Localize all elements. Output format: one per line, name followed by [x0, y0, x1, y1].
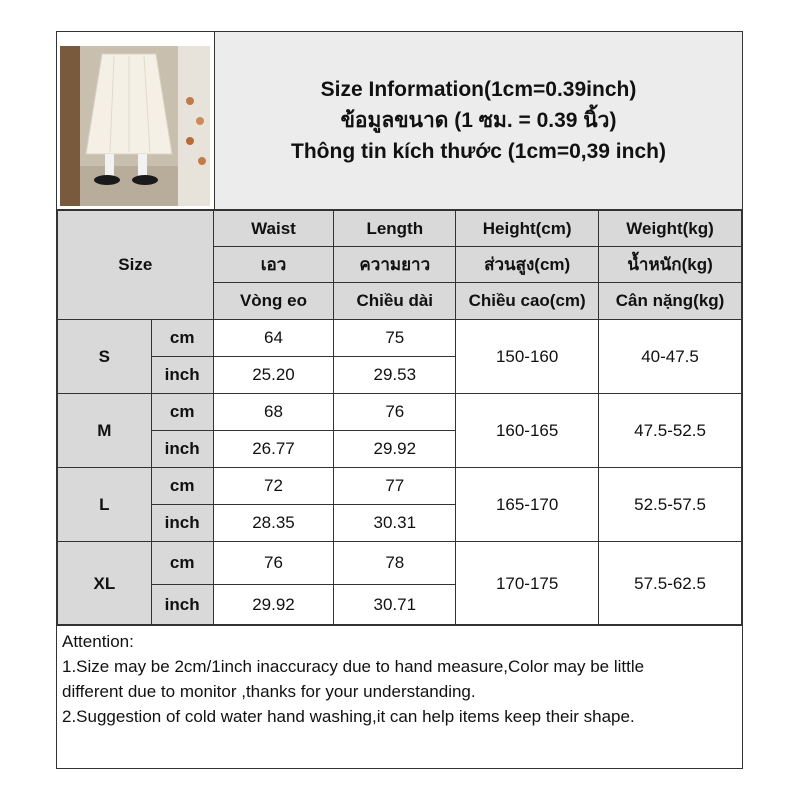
column-header-waist-vietnamese: Vòng eo	[213, 283, 334, 320]
unit-label-cm: cm	[151, 542, 213, 585]
title-vietnamese: Thông tin kích thước (1cm=0,39 inch)	[291, 140, 666, 163]
waist-cm-l: 72	[213, 468, 334, 505]
attention-notes	[57, 624, 742, 768]
table-row	[58, 542, 742, 585]
attention-note-line-3: 2.Suggestion of cold water hand washing,it can help items keep their shape.	[62, 707, 635, 726]
size-label-xl: XL	[58, 542, 152, 626]
length-inch-m: 29.92	[334, 431, 456, 468]
size-header: Size	[58, 211, 214, 320]
attention-heading: Attention:	[62, 632, 134, 651]
chart-header	[57, 32, 742, 210]
weight-m: 47.5-52.5	[599, 394, 742, 468]
weight-l: 52.5-57.5	[599, 468, 742, 542]
header-row-english	[58, 211, 742, 247]
waist-cm-m: 68	[213, 394, 334, 431]
length-cm-l: 77	[334, 468, 456, 505]
waist-cm-s: 64	[213, 320, 334, 357]
waist-inch-xl: 29.92	[213, 585, 334, 626]
length-inch-l: 30.31	[334, 505, 456, 542]
unit-label-inch: inch	[151, 431, 213, 468]
unit-label-cm: cm	[151, 394, 213, 431]
size-chart-sheet	[56, 31, 743, 769]
title-english: Size Information(1cm=0.39inch)	[320, 78, 637, 101]
size-table	[57, 210, 742, 626]
column-header-weight: Weight(kg)	[599, 211, 742, 247]
length-inch-s: 29.53	[334, 357, 456, 394]
column-header-length-thai: ความยาว	[334, 247, 456, 283]
title-thai: ข้อมูลขนาด (1 ซม. = 0.39 นิ้ว)	[340, 109, 617, 132]
weight-s: 40-47.5	[599, 320, 742, 394]
length-cm-xl: 78	[334, 542, 456, 585]
height-s: 150-160	[456, 320, 599, 394]
waist-inch-l: 28.35	[213, 505, 334, 542]
title-box	[215, 32, 742, 209]
table-row	[58, 320, 742, 357]
column-header-weight-vietnamese: Cân nặng(kg)	[599, 283, 742, 320]
column-header-length-vietnamese: Chiều dài	[334, 283, 456, 320]
length-cm-s: 75	[334, 320, 456, 357]
attention-note-line-2: different due to monitor ,thanks for your understanding.	[62, 682, 476, 701]
table-row	[58, 468, 742, 505]
waist-cm-xl: 76	[213, 542, 334, 585]
height-m: 160-165	[456, 394, 599, 468]
length-cm-m: 76	[334, 394, 456, 431]
attention-note-line-1: 1.Size may be 2cm/1inch inaccuracy due to hand measure,Color may be little	[62, 657, 645, 676]
height-xl: 170-175	[456, 542, 599, 626]
column-header-waist-thai: เอว	[213, 247, 334, 283]
size-label-l: L	[58, 468, 152, 542]
column-header-height-vietnamese: Chiều cao(cm)	[456, 283, 599, 320]
unit-label-inch: inch	[151, 505, 213, 542]
unit-label-inch: inch	[151, 357, 213, 394]
table-row	[58, 394, 742, 431]
product-photo-image	[60, 46, 210, 206]
size-label-s: S	[58, 320, 152, 394]
waist-inch-m: 26.77	[213, 431, 334, 468]
column-header-waist: Waist	[213, 211, 334, 247]
column-header-height: Height(cm)	[456, 211, 599, 247]
waist-inch-s: 25.20	[213, 357, 334, 394]
size-label-m: M	[58, 394, 152, 468]
weight-xl: 57.5-62.5	[599, 542, 742, 626]
column-header-weight-thai: น้ำหนัก(kg)	[599, 247, 742, 283]
unit-label-cm: cm	[151, 468, 213, 505]
height-l: 165-170	[456, 468, 599, 542]
column-header-length: Length	[334, 211, 456, 247]
length-inch-xl: 30.71	[334, 585, 456, 626]
column-header-height-thai: ส่วนสูง(cm)	[456, 247, 599, 283]
unit-label-inch: inch	[151, 585, 213, 626]
unit-label-cm: cm	[151, 320, 213, 357]
product-photo	[57, 32, 215, 209]
